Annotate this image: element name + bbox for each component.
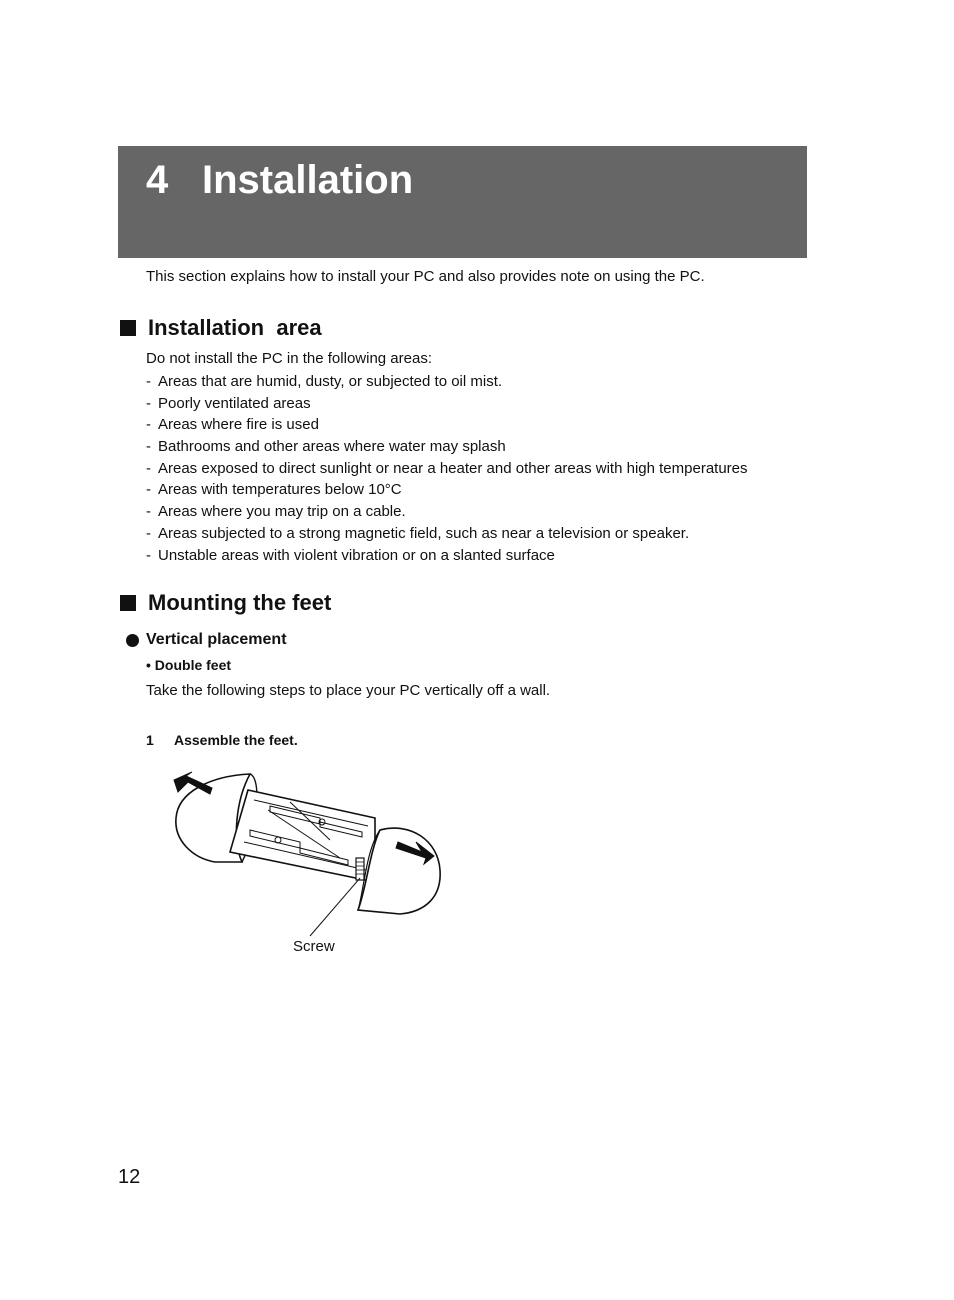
bullet-icon: • [146,657,155,673]
dot-icon [126,634,139,647]
installation-area-heading [118,315,322,341]
instruction-text: Take the following steps to place your PC vertically off a wall. [146,682,551,699]
list-item: - Areas that are humid, dusty, or subjected to oil mist. [146,373,503,390]
vertical-placement-title: Vertical placement [146,631,287,648]
vertical-placement-heading [126,631,287,649]
list-item: - Bathrooms and other areas where water may splash [146,438,506,456]
step-1 [146,732,298,748]
screw [356,858,364,880]
step-number: 1 [146,732,154,748]
chapter-number: 4 [146,158,169,202]
area-list [146,371,748,566]
chapter-banner [118,146,807,258]
square-icon [120,595,136,611]
list-item: - Areas where you may trip on a cable. [146,503,406,521]
list-item: - Areas subjected to a strong magnetic field, such as near a television or speaker. [146,524,690,542]
chapter-title: Installation [202,158,414,202]
list-item: - Poorly ventilated areas [146,394,311,412]
step-text: Assemble the feet. [174,732,298,748]
list-item: - Unstable areas with violent vibration or on a slanted surface [146,546,555,564]
double-feet-bullet: • Double feet [146,657,232,673]
installation-area-title: Installation area [148,315,322,340]
list-item: - Areas with temperatures below 10°C [146,481,402,499]
page-number: 12 [118,1166,141,1188]
installation-area-lead: Do not install the PC in the following areas: [146,350,432,367]
mounting-heading [118,590,331,616]
list-item: - Areas where fire is used [146,416,319,434]
leader-line [310,878,360,936]
feet-assembly-illustration [170,770,460,940]
intro-text: This section explains how to install your PC and also provides note on using the PC. [146,268,705,285]
square-icon [120,320,136,336]
mounting-title: Mounting the feet [148,590,332,615]
list-item: - Areas exposed to direct sunlight or near a heater and other areas with high temperatures [146,459,748,477]
screw-label: Screw [293,938,335,955]
